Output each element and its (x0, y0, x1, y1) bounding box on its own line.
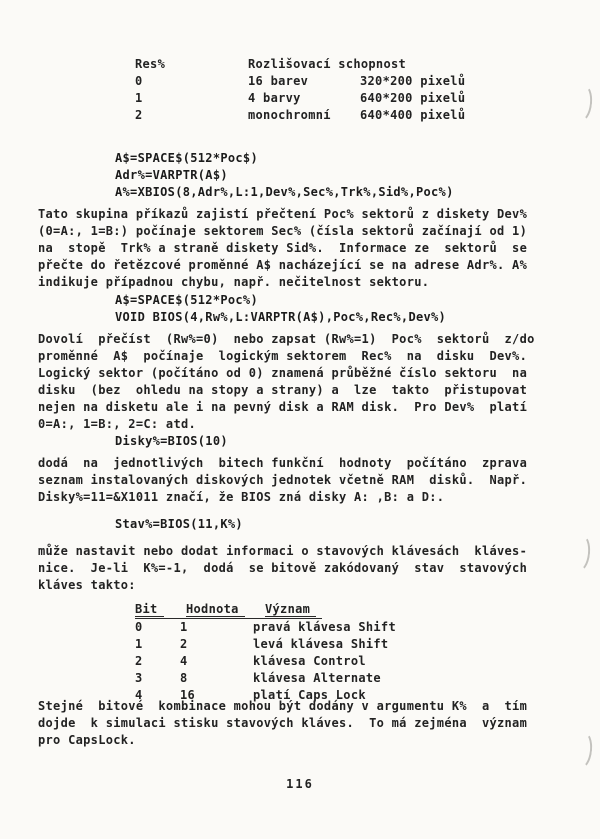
key-table-header-vyznam: Význam (265, 602, 316, 617)
code-line: Adr%=VARPTR(A$) (115, 168, 228, 182)
hodnota-value: 2 (180, 637, 188, 651)
code-block-bios11 (115, 516, 243, 533)
bit-value: 3 (135, 671, 143, 685)
text-line: na stopě Trk% a straně diskety Sid%. Informace ze sektorů se (38, 241, 528, 255)
key-table-header (135, 601, 396, 619)
pixels-value: 320*200 pixelů (360, 74, 466, 88)
bit-value: 4 (135, 688, 143, 702)
text-line: proměnné A$ počínaje logickým sektorem Rec% na disku Dev%. (38, 349, 528, 363)
text-line: dodá na jednotlivých bitech funkční hodnoty počítáno zprava (38, 456, 528, 470)
table-row (135, 670, 396, 687)
table-row (135, 636, 396, 653)
table-row (135, 107, 465, 124)
vyznam-value: klávesa Control (253, 654, 366, 668)
scan-binding-mark (568, 533, 592, 573)
hodnota-value: 8 (180, 671, 188, 685)
text-line: (0=A:, 1=B:) počínaje sektorem Sec% (čísla sektorů začínají od 1) (38, 224, 528, 238)
text-line: kláves takto: (38, 578, 136, 592)
mode-value: 4 barvy (248, 91, 301, 105)
code-block-bios10 (115, 433, 228, 450)
vyznam-value: klávesa Alternate (253, 671, 381, 685)
paragraph-bios4 (38, 331, 535, 433)
vyznam-value: platí Caps Lock (253, 688, 366, 702)
code-line: VOID BIOS(4,Rw%,L:VARPTR(A$),Poc%,Rec%,Dev%) (115, 310, 447, 324)
paragraph-simulation (38, 698, 527, 749)
table-row (135, 90, 465, 107)
code-line: A%=XBIOS(8,Adr%,L:1,Dev%,Sec%,Trk%,Sid%,Poc%) (115, 185, 454, 199)
hodnota-value: 1 (180, 620, 188, 634)
text-line: Logický sektor (počítáno od 0) znamená průběžné číslo sektoru na (38, 366, 528, 380)
res-value: 0 (135, 74, 143, 88)
vyznam-value: levá klávesa Shift (253, 637, 389, 651)
text-line: Disky%=11=&X1011 značí, že BIOS zná disky A: ,B: a D:. (38, 490, 445, 504)
text-line: nejen na disketu ale i na pevný disk a RAM disk. Pro Dev% platí (38, 400, 528, 414)
code-line: A$=SPACE$(512*Poc$) (115, 151, 258, 165)
hodnota-value: 4 (180, 654, 188, 668)
page-number-container (0, 773, 600, 793)
res-value: 1 (135, 91, 143, 105)
text-line: může nastavit nebo dodat informaci o stavových klávesách kláves- (38, 544, 528, 558)
text-line: Tato skupina příkazů zajistí přečtení Poc% sektorů z diskety Dev% (38, 207, 528, 221)
text-line: 0=A:, 1=B:, 2=C: atd. (38, 417, 197, 431)
text-line: pro CapsLock. (38, 733, 136, 747)
table-row (135, 73, 465, 90)
resolution-table (135, 56, 465, 124)
text-line: seznam instalovaných diskových jednotek včetně RAM disků. Např. (38, 473, 528, 487)
paragraph-xbios (38, 206, 527, 291)
pixels-value: 640*400 pixelů (360, 108, 466, 122)
resolution-table-header-schopnost: Rozlišovací schopnost (248, 57, 407, 71)
key-status-table (135, 601, 396, 704)
table-row (135, 653, 396, 670)
res-value: 2 (135, 108, 143, 122)
resolution-table-header (135, 56, 465, 73)
code-line: Stav%=BIOS(11,K%) (115, 517, 243, 531)
code-block-bios4 (115, 292, 446, 326)
code-line: A$=SPACE$(512*Poc%) (115, 293, 258, 307)
bit-value: 0 (135, 620, 143, 634)
bit-value: 2 (135, 654, 143, 668)
key-table-header-bit: Bit (135, 602, 164, 617)
text-line: dojde k simulaci stisku stavových kláves. To má zejména význam (38, 716, 528, 730)
text-line: disku (bez ohledu na stopy a strany) a lze takto přistupovat (38, 383, 528, 397)
mode-value: 16 barev (248, 74, 309, 88)
text-line: nice. Je-li K%=-1, dodá se bitově zakódovaný stav stavových (38, 561, 528, 575)
mode-value: monochromní (248, 108, 331, 122)
bit-value: 1 (135, 637, 143, 651)
pixels-value: 640*200 pixelů (360, 91, 466, 105)
key-table-header-hodnota: Hodnota (186, 602, 245, 617)
resolution-table-header-res: Res% (135, 57, 166, 71)
code-block-xbios (115, 150, 454, 201)
scan-binding-mark (570, 730, 594, 770)
code-line: Disky%=BIOS(10) (115, 434, 228, 448)
hodnota-value: 16 (180, 688, 196, 702)
text-line: Stejné bitové kombinace mohou být dodány v argumentu K% a tím (38, 699, 528, 713)
scan-binding-mark (570, 83, 594, 123)
vyznam-value: pravá klávesa Shift (253, 620, 396, 634)
paragraph-bios11 (38, 543, 527, 594)
table-row (135, 619, 396, 636)
text-line: Dovolí přečíst (Rw%=0) nebo zapsat (Rw%=1) Poc% sektorů z/do (38, 332, 535, 346)
page-number: 116 (286, 777, 314, 791)
text-line: indikuje případnou chybu, např. nečitelnost sektoru. (38, 275, 430, 289)
paragraph-bios10 (38, 455, 527, 506)
text-line: přečte do řetězcové proměnné A$ nacházející se na adrese Adr%. A% (38, 258, 528, 272)
